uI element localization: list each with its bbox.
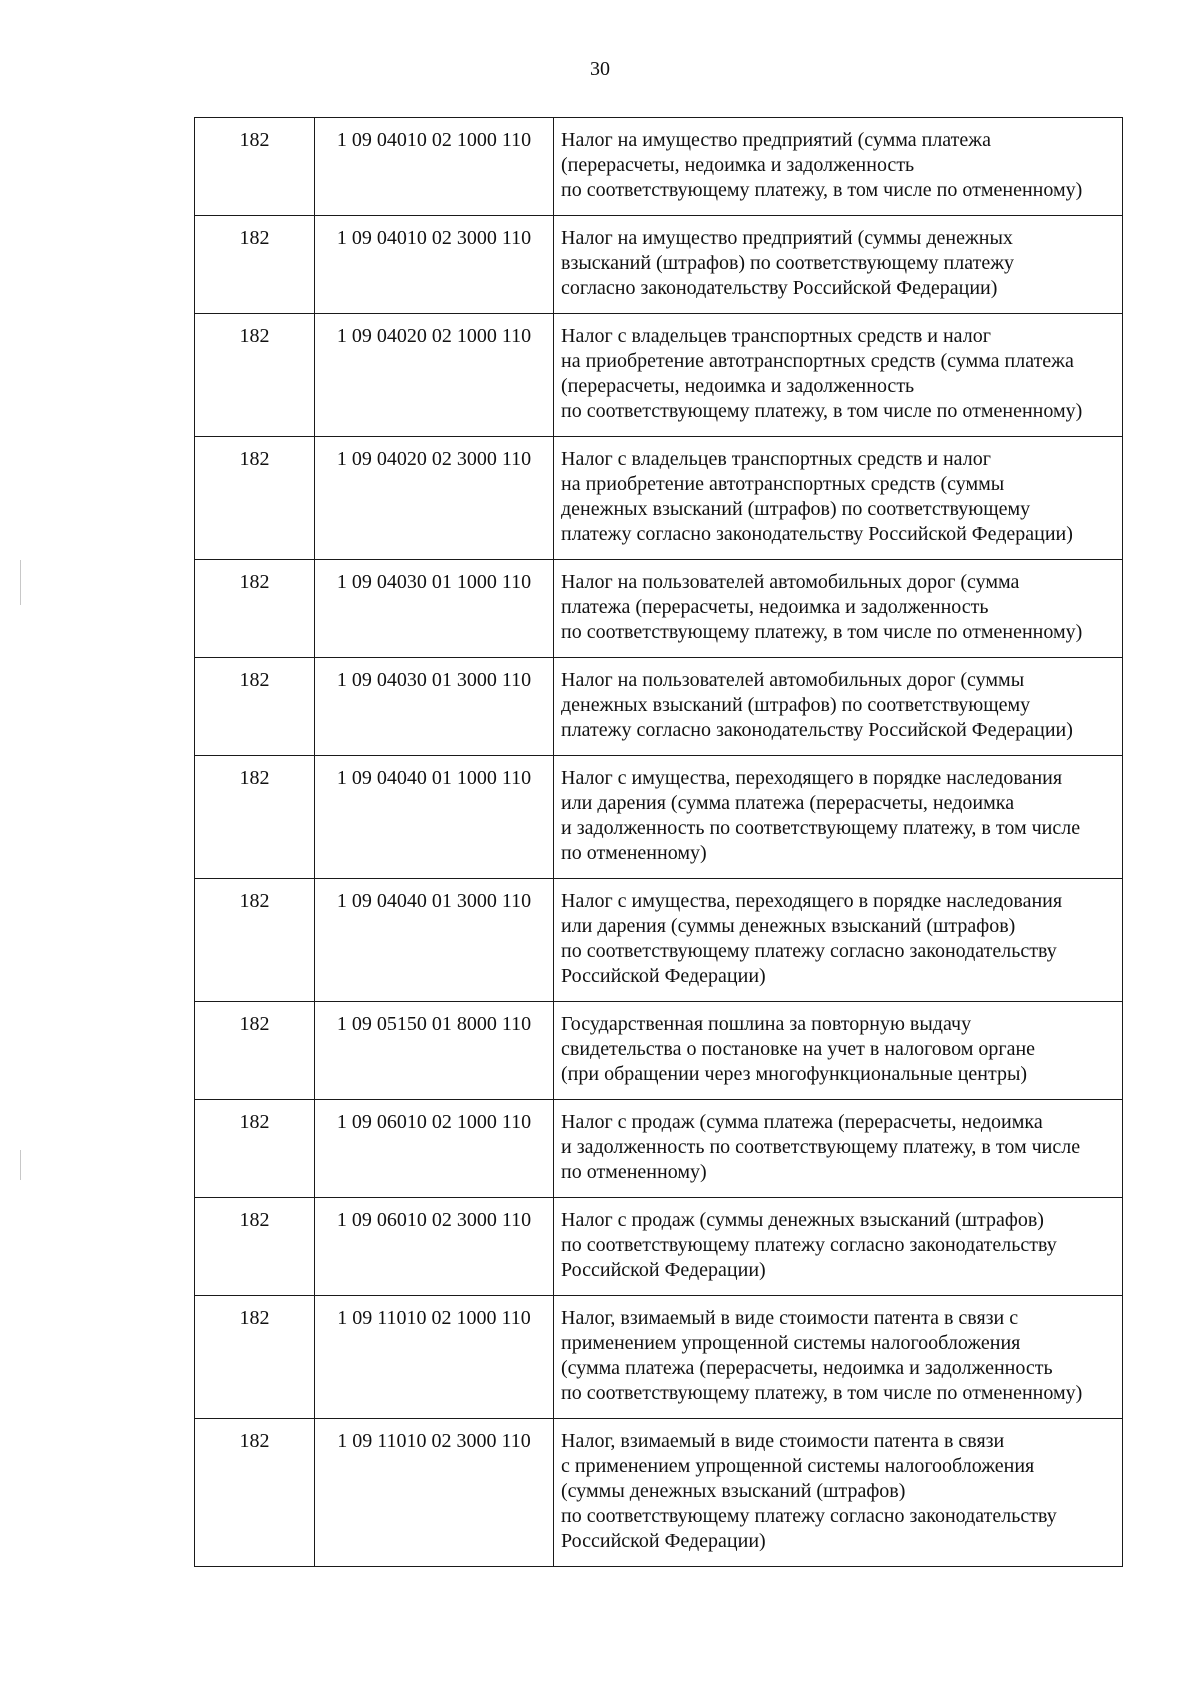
revenue-description-cell: Налог, взимаемый в виде стоимости патента в связи с применением упрощенной системы налогообложения (сумма платежа (перерасчеты, недоимка и задолженность по соответствующему платежу, в том числе по отмененному) <box>554 1296 1123 1419</box>
budget-classification-code-cell: 1 09 05150 01 8000 110 <box>315 1002 554 1100</box>
table-row <box>195 437 1123 560</box>
budget-classification-code-cell: 1 09 11010 02 3000 110 <box>315 1419 554 1567</box>
budget-classification-code-cell: 1 09 04040 01 3000 110 <box>315 879 554 1002</box>
revenue-description-cell: Налог с имущества, переходящего в порядке наследования или дарения (суммы денежных взысканий (штрафов) по соответствующему платежу согласно законодательству Российской Федерации) <box>554 879 1123 1002</box>
table-row <box>195 756 1123 879</box>
administrator-code-cell: 182 <box>195 1100 315 1198</box>
scan-artifact <box>20 1150 21 1180</box>
table-row <box>195 1296 1123 1419</box>
table-row <box>195 658 1123 756</box>
revenue-description-cell: Налог на пользователей автомобильных дорог (суммы денежных взысканий (штрафов) по соответствующему платежу согласно законодательству Российской Федерации) <box>554 658 1123 756</box>
revenue-description-cell: Налог на пользователей автомобильных дорог (сумма платежа (перерасчеты, недоимка и задолженность по соответствующему платежу, в том числе по отмененному) <box>554 560 1123 658</box>
administrator-code-cell: 182 <box>195 1419 315 1567</box>
revenue-description-cell: Налог с владельцев транспортных средств и налог на приобретение автотранспортных средств (сумма платежа (перерасчеты, недоимка и задолженность по соответствующему платежу, в том числе по отмененному) <box>554 314 1123 437</box>
budget-classification-code-cell: 1 09 04020 02 3000 110 <box>315 437 554 560</box>
budget-classification-code-cell: 1 09 04020 02 1000 110 <box>315 314 554 437</box>
table-row <box>195 1198 1123 1296</box>
administrator-code-cell: 182 <box>195 437 315 560</box>
administrator-code-cell: 182 <box>195 216 315 314</box>
administrator-code-cell: 182 <box>195 314 315 437</box>
table-row <box>195 118 1123 216</box>
revenue-description-cell: Налог на имущество предприятий (сумма платежа (перерасчеты, недоимка и задолженность по соответствующему платежу, в том числе по отмененному) <box>554 118 1123 216</box>
administrator-code-cell: 182 <box>195 658 315 756</box>
administrator-code-cell: 182 <box>195 1198 315 1296</box>
table-row <box>195 1100 1123 1198</box>
revenue-codes-table <box>194 117 1123 1567</box>
budget-classification-code-cell: 1 09 06010 02 1000 110 <box>315 1100 554 1198</box>
administrator-code-cell: 182 <box>195 1296 315 1419</box>
revenue-description-cell: Государственная пошлина за повторную выдачу свидетельства о постановке на учет в налоговом органе (при обращении через многофункциональные центры) <box>554 1002 1123 1100</box>
table-row <box>195 879 1123 1002</box>
revenue-description-cell: Налог с владельцев транспортных средств и налог на приобретение автотранспортных средств (суммы денежных взысканий (штрафов) по соответствующему платежу согласно законодательству Российской Федерации) <box>554 437 1123 560</box>
budget-classification-code-cell: 1 09 11010 02 1000 110 <box>315 1296 554 1419</box>
administrator-code-cell: 182 <box>195 756 315 879</box>
table-row <box>195 216 1123 314</box>
scan-artifact <box>20 560 21 605</box>
budget-classification-code-cell: 1 09 06010 02 3000 110 <box>315 1198 554 1296</box>
table-row <box>195 560 1123 658</box>
table-row <box>195 1002 1123 1100</box>
budget-classification-code-cell: 1 09 04030 01 1000 110 <box>315 560 554 658</box>
administrator-code-cell: 182 <box>195 118 315 216</box>
table-row <box>195 314 1123 437</box>
revenue-description-cell: Налог с продаж (сумма платежа (перерасчеты, недоимка и задолженность по соответствующему платежу, в том числе по отмененному) <box>554 1100 1123 1198</box>
administrator-code-cell: 182 <box>195 879 315 1002</box>
revenue-description-cell: Налог с продаж (суммы денежных взысканий (штрафов) по соответствующему платежу согласно законодательству Российской Федерации) <box>554 1198 1123 1296</box>
revenue-description-cell: Налог с имущества, переходящего в порядке наследования или дарения (сумма платежа (перерасчеты, недоимка и задолженность по соответствующему платежу, в том числе по отмененному) <box>554 756 1123 879</box>
budget-classification-code-cell: 1 09 04040 01 1000 110 <box>315 756 554 879</box>
revenue-codes-table-body <box>195 118 1123 1567</box>
administrator-code-cell: 182 <box>195 560 315 658</box>
revenue-description-cell: Налог на имущество предприятий (суммы денежных взысканий (штрафов) по соответствующему платежу согласно законодательству Российской Федерации) <box>554 216 1123 314</box>
budget-classification-code-cell: 1 09 04010 02 1000 110 <box>315 118 554 216</box>
administrator-code-cell: 182 <box>195 1002 315 1100</box>
revenue-description-cell: Налог, взимаемый в виде стоимости патента в связи с применением упрощенной системы налогообложения (суммы денежных взысканий (штрафов) по соответствующему платежу согласно законодательству Российской Федерации) <box>554 1419 1123 1567</box>
budget-classification-code-cell: 1 09 04030 01 3000 110 <box>315 658 554 756</box>
table-row <box>195 1419 1123 1567</box>
budget-classification-code-cell: 1 09 04010 02 3000 110 <box>315 216 554 314</box>
page-number: 30 <box>590 58 610 80</box>
